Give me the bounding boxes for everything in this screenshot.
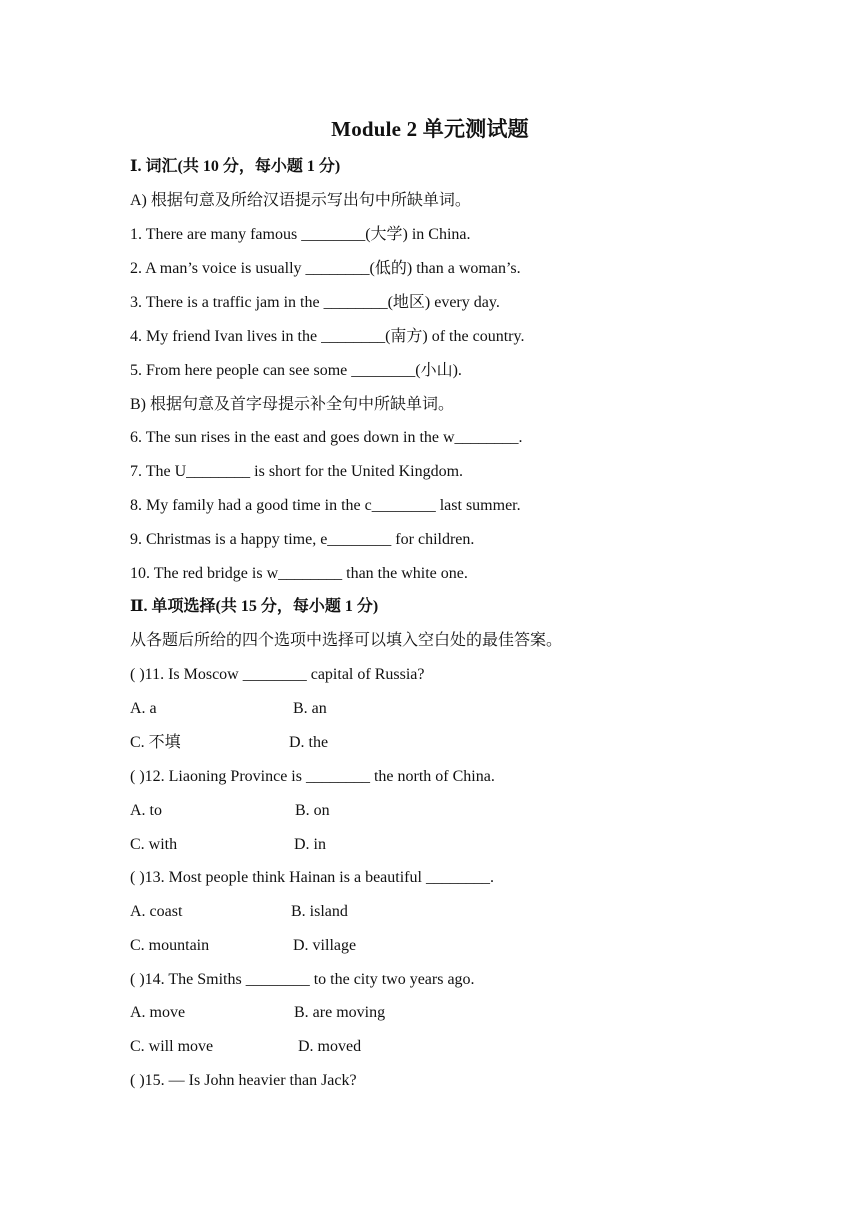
question-10: 10. The red bridge is w________ than the white one.	[130, 565, 468, 582]
question-15-stem: ( )15. — Is John heavier than Jack?	[130, 1072, 357, 1089]
question-12-option-a: A. to	[130, 802, 162, 819]
question-4: 4. My friend Ivan lives in the ________(南方) of the country.	[130, 328, 525, 345]
question-12-option-c: C. with	[130, 836, 178, 853]
section1-part-a-instruction: A) 根据句意及所给汉语提示写出句中所缺单词。	[130, 192, 471, 209]
question-13-option-c: C. mountain	[130, 937, 210, 954]
section1-heading: Ⅰ. 词汇(共 10 分，每小题 1 分)	[130, 158, 341, 175]
question-1: 1. There are many famous ________(大学) in China.	[130, 226, 471, 243]
question-12-option-b: B. on	[295, 802, 330, 819]
question-11-option-a: A. a	[130, 700, 157, 717]
question-2: 2. A man’s voice is usually ________(低的) than a woman’s.	[130, 260, 521, 277]
question-11-option-b: B. an	[293, 700, 327, 717]
question-13-option-b: B. island	[291, 903, 348, 920]
section2-heading: Ⅱ. 单项选择(共 15 分，每小题 1 分)	[130, 598, 379, 615]
section1-part-b-instruction: B) 根据句意及首字母提示补全句中所缺单词。	[130, 396, 455, 413]
question-14-option-c: C. will move	[130, 1038, 214, 1055]
question-8: 8. My family had a good time in the c________ last summer.	[130, 497, 521, 514]
question-12-stem: ( )12. Liaoning Province is ________ the north of China.	[130, 768, 495, 785]
question-13-option-d: D. village	[293, 937, 357, 954]
question-14-stem: ( )14. The Smiths ________ to the city two years ago.	[130, 971, 475, 988]
question-11-option-d: D. the	[289, 734, 329, 751]
question-6: 6. The sun rises in the east and goes down in the w________.	[130, 429, 523, 446]
question-14-option-a: A. move	[130, 1004, 186, 1021]
question-14-option-b: B. are moving	[294, 1004, 386, 1021]
question-5: 5. From here people can see some ________(小山).	[130, 362, 462, 379]
question-12-option-d: D. in	[294, 836, 326, 853]
question-13-stem: ( )13. Most people think Hainan is a beautiful ________.	[130, 869, 494, 886]
question-11-option-c: C. 不填	[130, 734, 181, 751]
question-11-stem: ( )11. Is Moscow ________ capital of Russia?	[130, 666, 425, 683]
question-14-option-d: D. moved	[298, 1038, 362, 1055]
question-7: 7. The U________ is short for the United Kingdom.	[130, 463, 464, 480]
page-title: Module 2 单元测试题	[331, 117, 529, 141]
question-9: 9. Christmas is a happy time, e________ for children.	[130, 531, 475, 548]
section2-instruction: 从各题后所给的四个选项中选择可以填入空白处的最佳答案。	[130, 632, 563, 649]
question-3: 3. There is a traffic jam in the ________(地区) every day.	[130, 294, 500, 311]
question-13-option-a: A. coast	[130, 903, 183, 920]
